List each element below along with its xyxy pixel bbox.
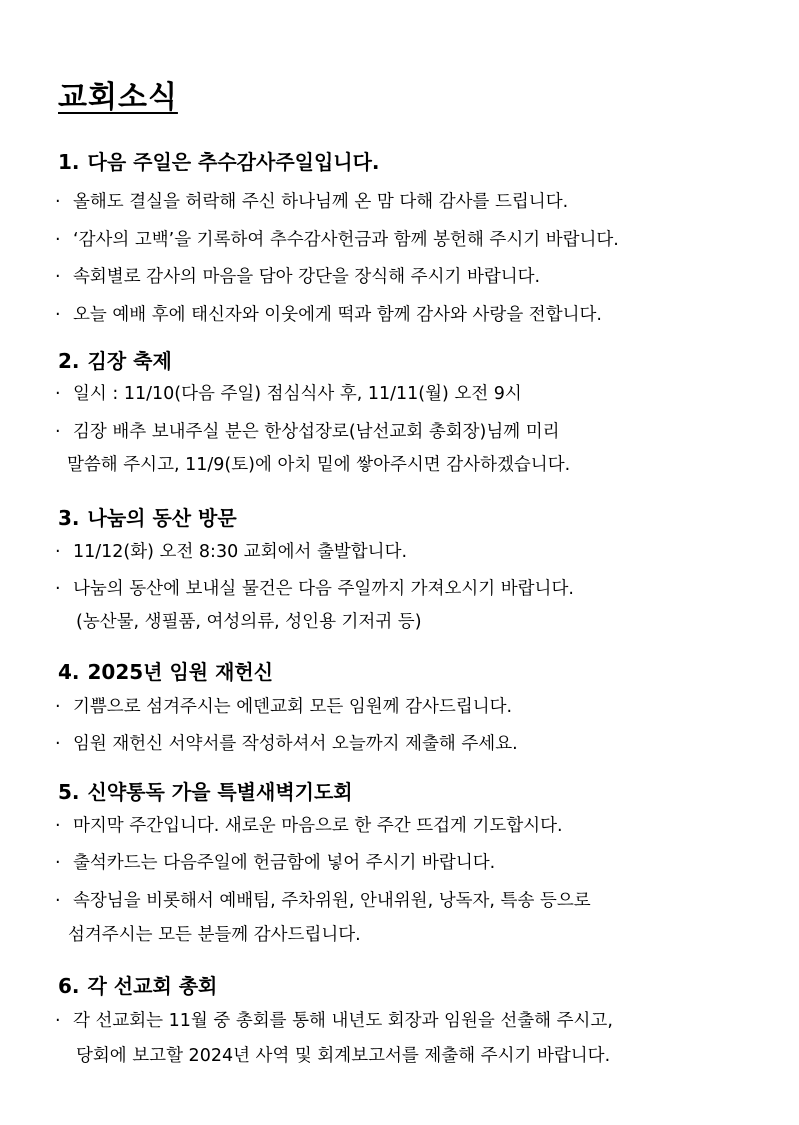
section-6-heading — [58, 970, 217, 999]
list-item — [55, 1010, 613, 1032]
item-continuation: 당회에 보고할 2024년 사역 및 회계보고서를 제출해 주시기 바랍니다. — [76, 1046, 611, 1066]
section-number: 1. — [58, 150, 80, 174]
item-text: 기쁨으로 섬겨주시는 에덴교회 모든 임원께 감사드립니다. — [73, 697, 513, 717]
list-item — [55, 191, 568, 213]
bullet: · — [55, 891, 61, 911]
bullet: · — [55, 422, 61, 442]
section-number: 3. — [58, 506, 80, 530]
bullet: · — [55, 1011, 61, 1031]
section-1-heading — [58, 146, 380, 175]
bullet: · — [55, 192, 61, 212]
list-item — [55, 733, 518, 755]
item-text: ‘감사의 고백’을 기록하여 추수감사헌금과 함께 봉헌해 주시기 바랍니다. — [73, 230, 619, 250]
bullet: · — [55, 853, 61, 873]
item-text: 속회별로 감사의 마음을 담아 강단을 장식해 주시기 바랍니다. — [73, 267, 541, 287]
item-text: 김장 배추 보내주실 분은 한상섭장로(남선교회 총회장)님께 미리 — [73, 422, 560, 442]
section-5-heading — [58, 776, 353, 805]
bullet: · — [55, 230, 61, 250]
section-title: 신약통독 가을 특별새벽기도회 — [87, 780, 353, 804]
section-title: 각 선교회 총회 — [87, 974, 218, 998]
item-text: 올해도 결실을 허락해 주신 하나님께 온 맘 다해 감사를 드립니다. — [73, 192, 569, 212]
bullet: · — [55, 697, 61, 717]
list-item — [55, 852, 495, 874]
section-title: 나눔의 동산 방문 — [87, 506, 237, 530]
item-continuation: 섬겨주시는 모든 분들께 감사드립니다. — [68, 925, 361, 945]
item-text: 일시 : 11/10(다음 주일) 점심식사 후, 11/11(월) 오전 9시 — [73, 384, 522, 404]
section-3-heading — [58, 502, 237, 531]
bullet: · — [55, 579, 61, 599]
section-2-heading — [58, 345, 172, 374]
bullet: · — [55, 542, 61, 562]
list-item — [55, 266, 540, 288]
section-number: 2. — [58, 349, 80, 373]
list-item — [55, 421, 560, 443]
bullet: · — [55, 267, 61, 287]
section-title: 2025년 임원 재헌신 — [87, 660, 274, 684]
item-text: 속장님을 비롯해서 예배팀, 주차위원, 안내위원, 낭독자, 특송 등으로 — [73, 891, 591, 911]
bullet: · — [55, 384, 61, 404]
section-title: 김장 축제 — [87, 349, 172, 373]
item-continuation: 말씀해 주시고, 11/9(토)에 아치 밑에 쌓아주시면 감사하겠습니다. — [67, 455, 571, 475]
list-item — [55, 229, 619, 251]
item-text: 각 선교회는 11월 중 총회를 통해 내년도 회장과 임원을 선출해 주시고, — [73, 1011, 613, 1031]
bullet: · — [55, 734, 61, 754]
item-text: 출석카드는 다음주일에 헌금함에 넣어 주시기 바랍니다. — [73, 853, 496, 873]
item-text: 마지막 주간입니다. 새로운 마음으로 한 주간 뜨겁게 기도합시다. — [73, 816, 563, 836]
page-title: 교회소식 — [58, 80, 178, 115]
item-continuation: (농산물, 생필품, 여성의류, 성인용 기저귀 등) — [76, 612, 422, 632]
bullet: · — [55, 305, 61, 325]
section-number: 4. — [58, 660, 80, 684]
bullet: · — [55, 816, 61, 836]
item-text: 오늘 예배 후에 태신자와 이웃에게 떡과 함께 감사와 사랑을 전합니다. — [73, 305, 602, 325]
item-text: 임원 재헌신 서약서를 작성하셔서 오늘까지 제출해 주세요. — [73, 734, 518, 754]
section-title: 다음 주일은 추수감사주일입니다. — [87, 150, 380, 174]
list-item — [55, 541, 407, 563]
list-item — [55, 815, 563, 837]
section-number: 6. — [58, 974, 80, 998]
list-item — [55, 304, 602, 326]
list-item — [55, 578, 574, 600]
item-text: 나눔의 동산에 보내실 물건은 다음 주일까지 가져오시기 바랍니다. — [73, 579, 574, 599]
section-4-heading — [58, 656, 273, 685]
list-item — [55, 890, 591, 912]
list-item — [55, 696, 512, 718]
section-number: 5. — [58, 780, 80, 804]
item-text: 11/12(화) 오전 8:30 교회에서 출발합니다. — [73, 542, 408, 562]
list-item — [55, 383, 522, 405]
